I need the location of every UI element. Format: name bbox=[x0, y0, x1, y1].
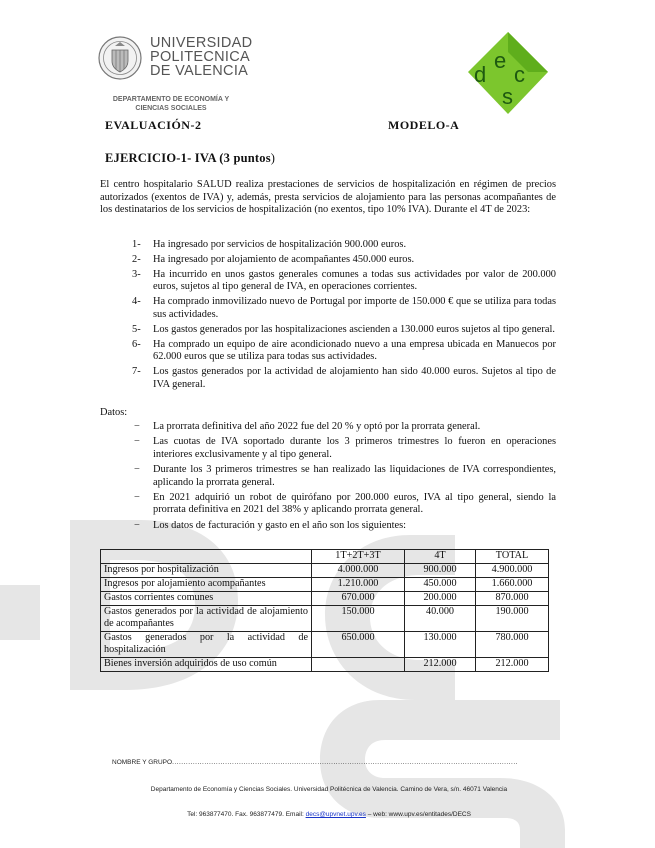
datos-item-text: Las cuotas de IVA soportado durante los 3 primeros trimestres lo fueron en operaciones interiores exclusivamente y al tipo general. bbox=[153, 436, 556, 460]
datos-label: Datos: bbox=[100, 407, 128, 418]
list-item bbox=[132, 339, 556, 364]
name-group-field bbox=[112, 759, 518, 766]
datos-item-text: Los datos de facturación y gasto en el año son los siguientes: bbox=[153, 519, 407, 531]
name-group-dots: ...................................................................................................................................................... bbox=[172, 759, 518, 766]
datos-item-text: La prorrata definitiva del año 2022 fue del 20 % y optó por la prorrata general. bbox=[153, 421, 481, 432]
list-item bbox=[132, 239, 556, 252]
table-header-cell: 1T+2T+3T bbox=[312, 550, 405, 564]
table-cell: 650.000 bbox=[312, 632, 405, 658]
table-cell: Bienes inversión adquiridos de uso común bbox=[101, 658, 312, 672]
list-item bbox=[132, 254, 556, 267]
datos-list bbox=[132, 421, 556, 535]
table-header-cell: TOTAL bbox=[476, 550, 549, 564]
list-item-number: 6- bbox=[132, 338, 141, 350]
upv-seal-icon bbox=[98, 36, 142, 80]
table-cell: 190.000 bbox=[476, 606, 549, 632]
dash-bullet: − bbox=[134, 421, 140, 432]
list-item-text: Ha ingresado por alojamiento de acompañantes 450.000 euros. bbox=[153, 253, 415, 265]
footer-contact bbox=[108, 811, 550, 818]
footer-address: Departamento de Economía y Ciencias Sociales. Universidad Politécnica de Valencia. Camino de Vera, s/n. 46071 Valencia bbox=[150, 786, 508, 793]
name-group-label: NOMBRE Y GRUPO bbox=[112, 759, 173, 766]
list-item-number: 2- bbox=[132, 253, 141, 265]
list-item bbox=[132, 324, 556, 337]
list-item bbox=[132, 269, 556, 294]
table-row bbox=[101, 606, 549, 632]
table-cell: 130.000 bbox=[405, 632, 476, 658]
table-row bbox=[101, 578, 549, 592]
list-item-text: Ha comprado inmovilizado nuevo de Portugal por importe de 150.000 € que se utiliza para todas sus actividades. bbox=[153, 296, 556, 320]
table-cell: 200.000 bbox=[405, 592, 476, 606]
model-label: MODELO-A bbox=[388, 118, 460, 132]
university-name bbox=[150, 36, 252, 78]
decs-letter-e: e bbox=[494, 48, 507, 73]
footer-email-link[interactable]: decs@upvnet.upv.es bbox=[305, 811, 366, 818]
evaluation-label: EVALUACIÓN-2 bbox=[105, 118, 202, 132]
table-cell: 900.000 bbox=[405, 564, 476, 578]
table-cell: 150.000 bbox=[312, 606, 405, 632]
datos-item bbox=[132, 436, 556, 461]
operations-list bbox=[132, 239, 556, 394]
footer-web: – web: www.upv.es/entitades/DECS bbox=[365, 811, 471, 818]
decs-letter-d: d bbox=[474, 62, 487, 87]
intro-paragraph: El centro hospitalario SALUD realiza prestaciones de servicios de hospitalización en régimen de precios autorizados (exentos de IVA) y, además, presta servicios de alojamiento para las personas acompañantes de los destinatarios de los servicios de hospitalización (no exentos, tipo 10% IVA). Durante el 4T de 2023: bbox=[100, 179, 556, 216]
list-item bbox=[132, 296, 556, 321]
list-item-text: Ha incurrido en unos gastos generales comunes a todas sus actividades por valor de 200.000 euros, sujetos al tipo general de IVA, en operaciones corrientes. bbox=[153, 268, 556, 293]
list-item-number: 7- bbox=[132, 366, 141, 378]
table-row bbox=[101, 658, 549, 672]
list-item-number: 4- bbox=[132, 296, 141, 308]
list-item-number: 1- bbox=[132, 239, 141, 250]
table-cell: 4.000.000 bbox=[312, 564, 405, 578]
table-header-cell: 4T bbox=[405, 550, 476, 564]
table-cell: 4.900.000 bbox=[476, 564, 549, 578]
table-header-cell bbox=[101, 550, 312, 564]
decs-logo bbox=[466, 30, 550, 116]
exercise-title-text: EJERCICIO-1- IVA (3 puntos bbox=[105, 151, 271, 165]
table-cell: 780.000 bbox=[476, 632, 549, 658]
department-line-2: CIENCIAS SOCIALES bbox=[135, 104, 207, 112]
datos-item bbox=[132, 492, 556, 517]
exercise-title-paren: ) bbox=[270, 151, 276, 165]
footer-phone: Tel: 963877470. Fax. 963877479. Email: bbox=[187, 811, 306, 818]
datos-item bbox=[132, 520, 556, 533]
table-cell: Gastos generados por la actividad de hospitalización bbox=[101, 632, 312, 658]
datos-item bbox=[132, 421, 556, 434]
list-item-text: Los gastos generados por las hospitalizaciones ascienden a 130.000 euros sujetos al tipo general. bbox=[153, 323, 555, 335]
table-row bbox=[101, 632, 549, 658]
university-line-3: DE VALENCIA bbox=[150, 63, 249, 79]
list-item-text: Los gastos generados por la actividad de alojamiento han sido 40.000 euros. Sujetos al tipo de IVA general. bbox=[153, 366, 556, 390]
list-item-text: Ha comprado un equipo de aire acondicionado nuevo a una empresa ubicada en Manuecos por 62.000 euros que se utiliza para todas sus actividades. bbox=[153, 338, 556, 363]
table-cell: Gastos corrientes comunes bbox=[101, 592, 312, 606]
datos-item-text: Durante los 3 primeros trimestres se han realizado las liquidaciones de IVA correspondientes, aplicando la prorrata general. bbox=[153, 463, 556, 488]
table-cell: 212.000 bbox=[405, 658, 476, 672]
table-cell: 450.000 bbox=[405, 578, 476, 592]
list-item-text: Ha ingresado por servicios de hospitalización 900.000 euros. bbox=[153, 239, 407, 250]
dash-bullet: − bbox=[134, 491, 140, 503]
decs-letter-s: s bbox=[502, 84, 513, 109]
table-cell: 870.000 bbox=[476, 592, 549, 606]
university-line-2: POLITECNICA bbox=[150, 49, 250, 65]
table-cell: Ingresos por hospitalización bbox=[101, 564, 312, 578]
department-name bbox=[106, 96, 236, 113]
decs-letter-c: c bbox=[514, 62, 525, 87]
table-cell bbox=[312, 658, 405, 672]
datos-item bbox=[132, 464, 556, 489]
table-row bbox=[101, 592, 549, 606]
exercise-title bbox=[105, 151, 275, 166]
table-cell: 1.210.000 bbox=[312, 578, 405, 592]
table-cell: 40.000 bbox=[405, 606, 476, 632]
list-item bbox=[132, 366, 556, 391]
table-cell: 670.000 bbox=[312, 592, 405, 606]
table-row bbox=[101, 564, 549, 578]
list-item-number: 3- bbox=[132, 268, 141, 280]
dash-bullet: − bbox=[134, 436, 140, 448]
table-cell: Gastos generados por la actividad de alojamiento de acompañantes bbox=[101, 606, 312, 632]
dash-bullet: − bbox=[134, 463, 140, 475]
list-item-number: 5- bbox=[132, 323, 141, 335]
billing-table bbox=[100, 549, 549, 672]
department-line-1: DEPARTAMENTO DE ECONOMÍA Y bbox=[112, 96, 230, 103]
table-cell: Ingresos por alojamiento acompañantes bbox=[101, 578, 312, 592]
table-cell: 212.000 bbox=[476, 658, 549, 672]
university-line-1: UNIVERSIDAD bbox=[150, 35, 253, 51]
table-header-row bbox=[101, 550, 549, 564]
table-cell: 1.660.000 bbox=[476, 578, 549, 592]
datos-item-text: En 2021 adquirió un robot de quirófano por 200.000 euros, IVA al tipo general, siendo la prorrata definitiva en 2021 del 38% y aplicando prorrata general. bbox=[153, 491, 556, 516]
dash-bullet: − bbox=[134, 519, 140, 531]
